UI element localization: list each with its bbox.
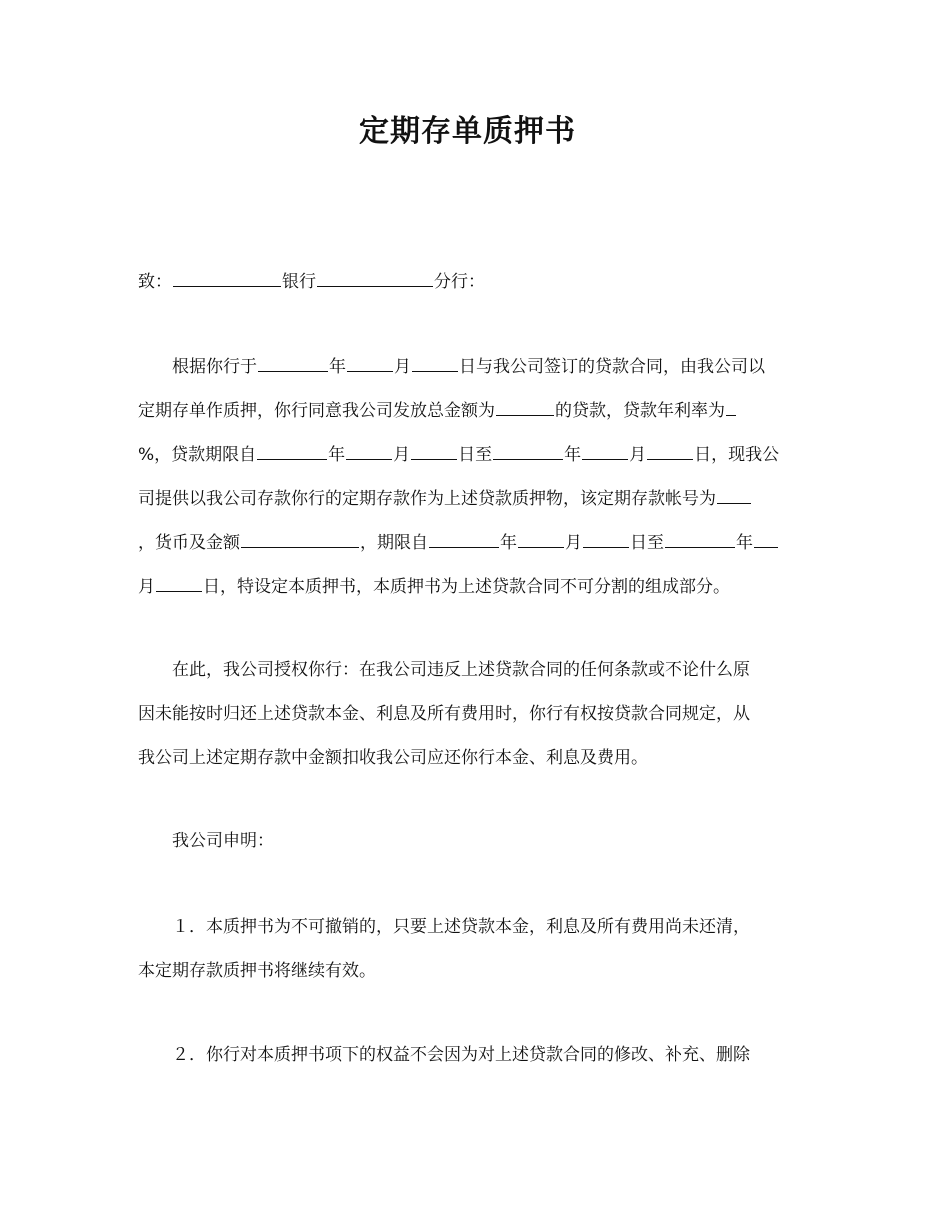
item2-text: 你行对本质押书项下的权益不会因为对上述贷款合同的修改、补充、删除 [206, 1045, 750, 1065]
blank-interest-rate [726, 414, 736, 416]
para1-line-5 [138, 526, 838, 560]
para1-text: 日至 [458, 445, 493, 465]
para1-text: 年 [736, 533, 753, 553]
blank-start-month [346, 458, 392, 460]
para1-text: %，贷款期限自 [138, 445, 257, 465]
blank-term-start-month [518, 546, 564, 548]
para1-line-1 [138, 350, 838, 384]
blank-day [412, 370, 458, 372]
blank-end-month [582, 458, 628, 460]
para1-text: 日，现我公 [694, 445, 780, 465]
item1-line-2: 本定期存款质押书将继续有效。 [138, 961, 376, 981]
para1-text: 月 [565, 533, 582, 553]
para1-text: 年 [564, 445, 582, 465]
blank-term-end-month [754, 546, 778, 548]
para1-text: 年 [500, 533, 517, 553]
para1-line-6 [138, 570, 838, 604]
document-title: 定期存单质押书 [359, 114, 576, 149]
blank-end-year [493, 458, 563, 460]
branch-name-blank [317, 285, 433, 287]
blank-term-end-year [665, 546, 735, 548]
para1-line-2 [138, 394, 838, 428]
blank-total-amount [496, 414, 554, 416]
para1-line-4 [138, 482, 838, 516]
para2-line-3: 我公司上述定期存款中金额扣收我公司应还你行本金、利息及费用。 [138, 748, 648, 768]
para1-line-3 [138, 438, 838, 472]
para1-text: 日，特设定本质押书，本质押书为上述贷款合同不可分割的组成部分。 [203, 577, 730, 597]
blank-start-year [257, 458, 327, 460]
para1-text: 月 [138, 577, 155, 597]
address-line [138, 265, 838, 299]
para1-text: 月 [629, 445, 647, 465]
blank-term-end-day [156, 590, 202, 592]
para1-text: 司提供以我公司存款你行的定期存款作为上述贷款质押物，该定期存款帐号为 [138, 489, 716, 509]
bank-name-blank [173, 285, 281, 287]
para1-text: 年 [328, 445, 346, 465]
para1-text: 根据你行于 [172, 357, 257, 377]
para1-text: 日至 [630, 533, 664, 553]
para1-text: 年 [329, 357, 346, 377]
address-branch: 分行： [434, 272, 485, 292]
para1-text: 定期存单作质押，你行同意我公司发放总金额为 [138, 401, 495, 421]
para1-text: ，货币及金额 [138, 533, 240, 553]
blank-term-start-day [583, 546, 629, 548]
blank-currency-amount [241, 546, 359, 548]
item2-line-1 [138, 1038, 838, 1072]
para2-line-1: 在此，我公司授权你行：在我公司违反上述贷款合同的任何条款或不论什么原 [172, 660, 750, 680]
para1-text: 月 [393, 445, 411, 465]
blank-month [347, 370, 393, 372]
blank-account-number [717, 502, 751, 504]
item1-line-1 [138, 910, 838, 944]
para2-line-2: 因未能按时归还上述贷款本金、利息及所有费用时，你行有权按贷款合同规定，从 [138, 704, 750, 724]
blank-term-start-year [429, 546, 499, 548]
item2-number: ２． [172, 1045, 206, 1065]
blank-year [258, 370, 328, 372]
para1-text: ，期限自 [360, 533, 428, 553]
blank-start-day [411, 458, 457, 460]
declaration-heading: 我公司申明： [172, 831, 274, 851]
blank-end-day [647, 458, 693, 460]
address-to: 致： [138, 272, 172, 292]
para1-text: 的贷款，贷款年利率为 [555, 401, 725, 421]
para1-text: 月 [394, 357, 411, 377]
item1-number: １． [172, 917, 206, 937]
address-bank: 银行 [282, 272, 316, 292]
item1-text: 本质押书为不可撤销的，只要上述贷款本金，利息及所有费用尚未还清， [206, 917, 750, 937]
para1-text: 日与我公司签订的贷款合同，由我公司以 [459, 357, 765, 377]
